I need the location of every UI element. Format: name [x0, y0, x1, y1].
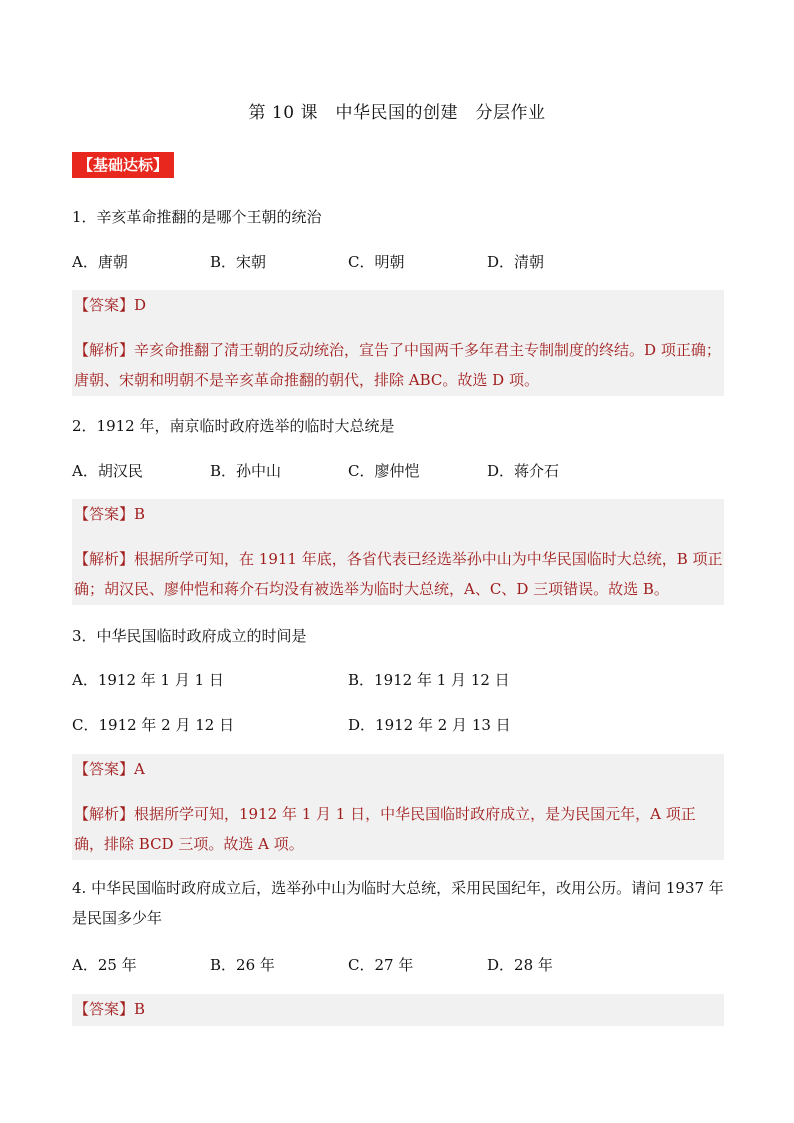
section-tag-basic: 【基础达标】: [72, 152, 174, 178]
answer-value: A: [134, 760, 145, 778]
question-1-stem: 1．辛亥革命推翻的是哪个王朝的统治: [72, 208, 322, 226]
option-c: C．27 年: [348, 956, 414, 974]
explain-text: 辛亥命推翻了清王朝的反动统治，宣告了中国两千多年君主专制制度的终结。D 项正确；唐朝、宋朝和明朝不是辛亥革命推翻的朝代，排除 ABC。故选 D 项。: [74, 341, 721, 389]
answer-value: B: [134, 505, 146, 523]
question-3-options-row-2: [72, 715, 724, 735]
option-a: A．1912 年 1 月 1 日: [72, 671, 224, 689]
question-4-options: [72, 955, 724, 975]
answer-label: 【答案】: [74, 505, 135, 523]
explain-label: 【解析】: [74, 341, 135, 359]
option-a: A．胡汉民: [72, 462, 143, 480]
option-d: D．清朝: [487, 253, 545, 271]
explain-label: 【解析】: [74, 550, 135, 568]
option-b: B．26 年: [210, 956, 275, 974]
answer-value: D: [134, 296, 147, 314]
question-3-explanation: [72, 792, 724, 860]
option-d: D．28 年: [487, 956, 553, 974]
option-b: B．宋朝: [210, 253, 267, 271]
question-3-options-row-1: [72, 670, 724, 690]
option-d: D．1912 年 2 月 13 日: [348, 716, 511, 734]
option-a: A．唐朝: [72, 253, 128, 271]
question-2-stem: 2．1912 年，南京临时政府选举的临时大总统是: [72, 417, 395, 435]
explain-label: 【解析】: [74, 805, 135, 823]
option-c: C．1912 年 2 月 12 日: [72, 716, 235, 734]
option-a: A．25 年: [72, 956, 137, 974]
answer-label: 【答案】: [74, 1000, 135, 1018]
question-1-answer: [72, 290, 724, 328]
question-3-stem: 3．中华民国临时政府成立的时间是: [72, 627, 307, 645]
option-b: B．孙中山: [210, 462, 282, 480]
question-2-explanation: [72, 537, 724, 605]
explain-text: 根据所学可知，1912 年 1 月 1 日，中华民国临时政府成立，是为民国元年，A 项正确，排除 BCD 三项。故选 A 项。: [74, 805, 696, 853]
option-b: B．1912 年 1 月 12 日: [348, 671, 510, 689]
question-4-answer: [72, 994, 724, 1026]
answer-value: B: [134, 1000, 146, 1018]
question-3-answer: [72, 754, 724, 792]
option-c: C．明朝: [348, 253, 405, 271]
answer-label: 【答案】: [74, 296, 135, 314]
answer-label: 【答案】: [74, 760, 135, 778]
question-1-options: [72, 252, 724, 272]
option-c: C．廖仲恺: [348, 462, 420, 480]
question-2-options: [72, 461, 724, 481]
question-4-stem: 4. 中华民国临时政府成立后，选举孙中山为临时大总统，采用民国纪年，改用公历。请问 1937 年是民国多少年: [72, 879, 724, 927]
option-d: D．蒋介石: [487, 462, 560, 480]
question-2-answer: [72, 499, 724, 537]
explain-text: 根据所学可知，在 1911 年底，各省代表已经选举孙中山为中华民国临时大总统，B 项正确；胡汉民、廖仲恺和蒋介石均没有被选举为临时大总统，A、C、D 三项错误。故选 B。: [74, 550, 723, 598]
document-title: 第 10 课 中华民国的创建 分层作业: [248, 103, 546, 123]
question-1-explanation: [72, 328, 724, 396]
